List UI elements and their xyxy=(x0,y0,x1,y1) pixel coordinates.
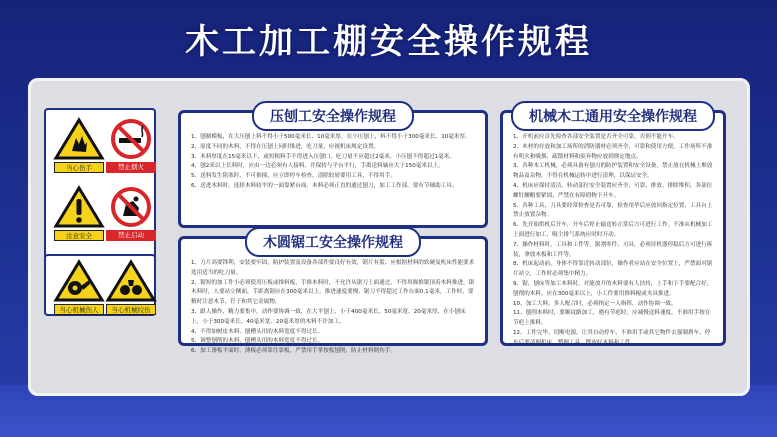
general-rules-title: 机械木工通用安全操作规程 xyxy=(511,101,715,131)
rule-item: 9、锯，刨床等加工木料时，对能放开的木料要有人扶持，上手和下手要配合好，刨削的木料，应在300毫米以上，小工件要用推料棍或夹具推进。 xyxy=(513,280,713,297)
sign-label: 当心机械绞伤 xyxy=(106,304,156,315)
sign-no-smoking xyxy=(106,118,156,173)
rule-item: 5、调整刨削的木料，刨槽头用的木料宽度不得过长。 xyxy=(191,338,324,345)
rule-item: 6、送进木料时，选择木料较平的一面靠紧台面，木料必须正直的通过刨刀，加工工作部，要有节辅助工具。 xyxy=(191,182,458,189)
entanglement-warning-icon xyxy=(106,260,156,302)
saw-rules-list xyxy=(191,259,475,355)
saw-rules-title: 木圆锯工安全操作规程 xyxy=(245,227,421,257)
rule-item: 1、开机前应首先检查各部安全装置是否齐全可靠，否则不能开车。 xyxy=(513,134,679,140)
rule-item: 5、送料发生阻塞时，不可推撞，应立即停车检查，清除胶屑要用工具，不得用手。 xyxy=(191,173,396,180)
sign-label: 当心伤手 xyxy=(54,162,104,173)
rule-item: 1、刀片高要锋利，安装要牢固，防护装置及设备各部件要良好有效，锯片有裂、应根据材料的软硬及机床性能要求选用适当的吃刀量。 xyxy=(191,260,475,276)
no-start-icon xyxy=(106,186,156,228)
sign-label: 禁止启动 xyxy=(106,230,156,241)
rule-item: 8、机床起动前，身体不得靠近转动部位，操作者应站在安全位置上，严禁面对锯片站立，工作时必须集中精力。 xyxy=(513,261,713,278)
rule-item: 5、各种工具，刀具要经常检查是否可靠，检查用毕后应放回指定位置，工具台上禁止放置杂物。 xyxy=(513,202,713,219)
sign-label: 注意安全 xyxy=(54,230,104,241)
sign-no-start xyxy=(106,186,156,241)
planer-rules-panel xyxy=(178,110,488,228)
rule-item: 12、工作完毕，切断电源，让其自动停车，不准用手或其它物件去强制刹车，停车后要清理机床，整理工具，摆放好木料和工件。 xyxy=(513,329,711,346)
sign-entanglement xyxy=(106,260,156,315)
sign-machine-injury xyxy=(54,260,104,315)
rule-item: 6、加工薄板平面时，薄板必须靠住靠板，严禁用手掌按板刨削，防止材料倒伤手。 xyxy=(191,348,396,355)
rule-item: 1、刨制模板，在大压刨上料不得小于500毫米长、10毫米厚，在小压刨上，料不得小于300毫米长、10毫米厚。 xyxy=(191,134,471,140)
rule-item: 2、原度不同的木料，不得在压刨上同时推进，吃刀量，应视机床规定设置。 xyxy=(191,143,380,150)
planer-rules-title: 压刨工安全操作规程 xyxy=(252,101,414,131)
sign-label: 当心机械伤人 xyxy=(54,304,104,315)
rule-item: 4、不得加树皮木料，刨槽头用的木料宽度不得过长。 xyxy=(191,328,324,335)
rule-item: 3、木料厚度在15毫米以下，或短粗料手不得进入压刨口，吃刀量不应超过2毫米，小压刨不得超过1毫米。 xyxy=(191,153,455,160)
page-title: 木工加工棚安全操作规程 xyxy=(185,22,592,62)
rule-item: 3、跟人操作，精力要集中，动作要协调一致，在大平刨上，小于400毫米长、50毫米宽、20毫米厚，在小刨床上，小于300毫米长、40毫米宽、20毫米厚的木料不许加工。 xyxy=(191,308,466,325)
rule-item: 6、先开始供机后开车，开车后停止输送转正常后方可进行工作。不准从机械加工上面进行加工，吸尘排气系统应时时开动。 xyxy=(513,222,713,238)
general-rules-panel xyxy=(500,110,726,346)
sign-hand-injury xyxy=(54,118,104,173)
rule-item: 3、各种木工机械，必须具备有刨刃的防护装置和安全设备，禁止放在机械上堆放物品及杂物，不得在机械运转中进行清理，以保证安全。 xyxy=(513,163,713,180)
hand-injury-warning-icon xyxy=(54,118,104,160)
rule-item: 4、机床应保持清洁，转动部位安全装置应齐全，可靠，排放、排除堆积，各部位螺钉螺帽要紧固，严禁在有障碍物下开车。 xyxy=(513,182,713,199)
no-smoking-icon xyxy=(106,118,156,160)
general-rules-list xyxy=(513,133,713,346)
rule-item: 2、木材的存放和加工场所的消防器材必须齐全，可靠和使用方便。工作场所不准有明火和吸烟，疏散材料和废弃物应放到规定地点。 xyxy=(513,143,713,160)
rule-item: 7、操作材料时，工具和工件等，锯割零件、刃具，必须待机器停稳后方可进行拆装，拿放木板和工件等。 xyxy=(513,241,713,258)
sign-label: 禁止烟火 xyxy=(106,162,156,173)
rule-item: 2、锯短的加工件小必须使用压板或推料板，手推木料时，不允许从锯刀上面通过，不得用握推锯顶着木料推进，锯木料时，人要站立侧面，手距离锯应在300毫米以上，推进速度要慢，锯刀不得超过工作台面0.1毫米，工作时，要精时注意木节、钉子和其它金属物。 xyxy=(191,279,475,306)
saw-rules-panel xyxy=(178,235,488,355)
rule-item: 10、加工大料，多人配合时，必须指定一人指挥，动作协调一致。 xyxy=(513,300,677,307)
machine-injury-warning-icon xyxy=(54,260,104,302)
rule-item: 4、刨2米以上长料时，应由一边必须有人接料，并保持与平台平行，手离送料轴应大于150毫米以上。 xyxy=(191,163,444,170)
rule-item: 11、刨削木料时，要顺纹路加工，遇有节疤时，应减慢送料速度，不准用手按在节疤上推料。 xyxy=(513,310,711,327)
sign-general-warning xyxy=(54,186,104,241)
general-warning-icon xyxy=(54,186,104,228)
planer-rules-list xyxy=(191,133,475,219)
